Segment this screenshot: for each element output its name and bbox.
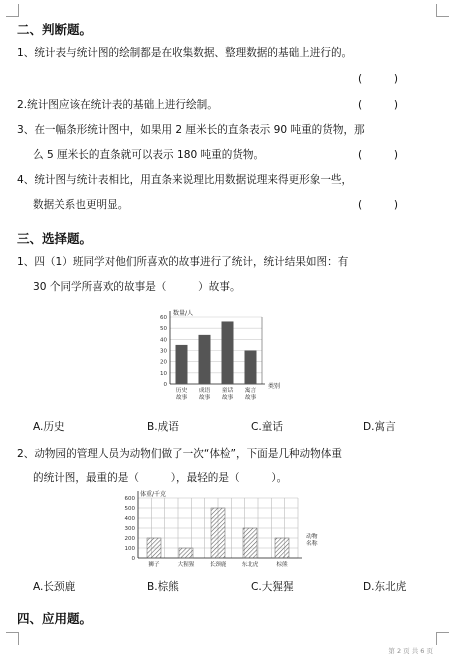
answer-blank-1[interactable]: ( ): [358, 73, 399, 85]
choice-2-option-b[interactable]: B.棕熊: [147, 581, 179, 593]
y-tick-label: 400: [124, 516, 135, 522]
choice-2-option-d[interactable]: D.东北虎: [363, 581, 407, 593]
choice-1-option-b[interactable]: B.成语: [147, 421, 179, 433]
x-tick-label: 狮子: [148, 562, 160, 568]
bar: [176, 345, 188, 384]
choice-question-1-line-2: 30 个同学所喜欢的故事是（ ）故事。: [33, 281, 241, 293]
judgement-question-4-line-1: 4、统计图与统计表相比，用直条来说理比用数据说理来得更形象一些，: [17, 174, 353, 186]
x-axis-label: 动物: [306, 534, 318, 540]
choice-1-option-c[interactable]: C.童话: [251, 421, 283, 433]
choice-question-1-line-1: 1、四（1）班同学对他们所喜欢的故事进行了统计，统计结果如图：有: [17, 256, 349, 268]
y-tick-label: 50: [160, 326, 167, 333]
x-tick-label: 大猩猩: [177, 562, 195, 568]
x-tick-label: 棕熊: [276, 562, 288, 568]
answer-blank-2[interactable]: ( ): [358, 99, 399, 111]
choice-2-option-a[interactable]: A.长颈鹿: [33, 581, 76, 593]
bar: [275, 538, 289, 558]
bar: [199, 335, 211, 384]
judgement-question-1: 1、统计表与统计图的绘制都是在收集数据、整理数据的基础上进行的。: [17, 47, 353, 59]
bar: [222, 321, 234, 384]
x-tick-label: 历史: [175, 388, 188, 394]
crop-mark-bottom-left: [6, 632, 19, 645]
x-tick-label: 成语: [198, 388, 211, 394]
y-tick-label: 200: [124, 536, 135, 542]
x-tick-label: 故事: [244, 395, 257, 401]
crop-mark-top-right: [436, 4, 449, 17]
y-tick-label: 600: [124, 496, 135, 502]
bar: [147, 538, 161, 558]
page-footer: 第 2 页 共 6 页: [388, 647, 433, 655]
y-tick-label: 30: [160, 348, 167, 355]
y-tick-label: 0: [163, 382, 167, 388]
y-tick-label: 300: [124, 526, 135, 532]
y-tick-label: 60: [160, 315, 167, 321]
judgement-question-4-line-2: 数据关系也更明显。: [33, 199, 129, 211]
story-bar-chart: [140, 306, 290, 416]
y-tick-label: 20: [160, 359, 167, 366]
crop-mark-bottom-right: [436, 632, 449, 645]
x-tick-label: 寓言: [244, 388, 257, 394]
x-tick-label: 长颈鹿: [209, 562, 227, 568]
choice-1-option-d[interactable]: D.寓言: [363, 421, 396, 433]
y-tick-label: 10: [160, 370, 167, 377]
crop-mark-top-left: [6, 4, 19, 17]
section-title-application: 四、应用题。: [17, 611, 93, 626]
animal-weight-bar-chart: [108, 486, 333, 574]
section-title-choice: 三、选择题。: [17, 231, 93, 246]
answer-blank-3[interactable]: ( ): [358, 149, 399, 161]
choice-question-2-line-1: 2、动物园的管理人员为动物们做了一次“体检”，下面是几种动物体重: [17, 448, 342, 460]
choice-question-2-line-2: 的统计图，最重的是（ ），最轻的是（ ）。: [33, 472, 288, 484]
section-title-judgement: 二、判断题。: [17, 22, 93, 37]
y-tick-label: 500: [124, 506, 135, 512]
x-tick-label: 故事: [198, 395, 211, 401]
y-tick-label: 100: [124, 546, 135, 552]
y-tick-label: 40: [160, 337, 167, 344]
x-axis-label: 名称: [306, 541, 318, 547]
bar: [243, 528, 257, 558]
bar: [211, 508, 225, 558]
answer-blank-4[interactable]: ( ): [358, 199, 399, 211]
judgement-question-3-line-2: 么 5 厘米长的直条就可以表示 180 吨重的货物。: [33, 149, 265, 161]
y-tick-label: 0: [131, 556, 135, 562]
judgement-question-3-line-1: 3、在一幅条形统计图中，如果用 2 厘米长的直条表示 90 吨重的货物，那: [17, 124, 365, 136]
choice-2-option-c[interactable]: C.大猩猩: [251, 581, 294, 593]
bar: [179, 548, 193, 558]
x-tick-label: 故事: [221, 395, 234, 401]
judgement-question-2: 2.统计图应该在统计表的基础上进行绘制。: [17, 99, 218, 111]
x-tick-label: 东北虎: [241, 562, 259, 568]
x-axis-label: 类别: [268, 383, 281, 390]
bar: [245, 351, 257, 385]
y-axis-label: 数量/人: [173, 310, 194, 317]
y-axis-label: 体重/千克: [140, 491, 167, 498]
choice-1-option-a[interactable]: A.历史: [33, 421, 65, 433]
x-tick-label: 故事: [175, 395, 188, 401]
x-tick-label: 童话: [221, 388, 234, 394]
